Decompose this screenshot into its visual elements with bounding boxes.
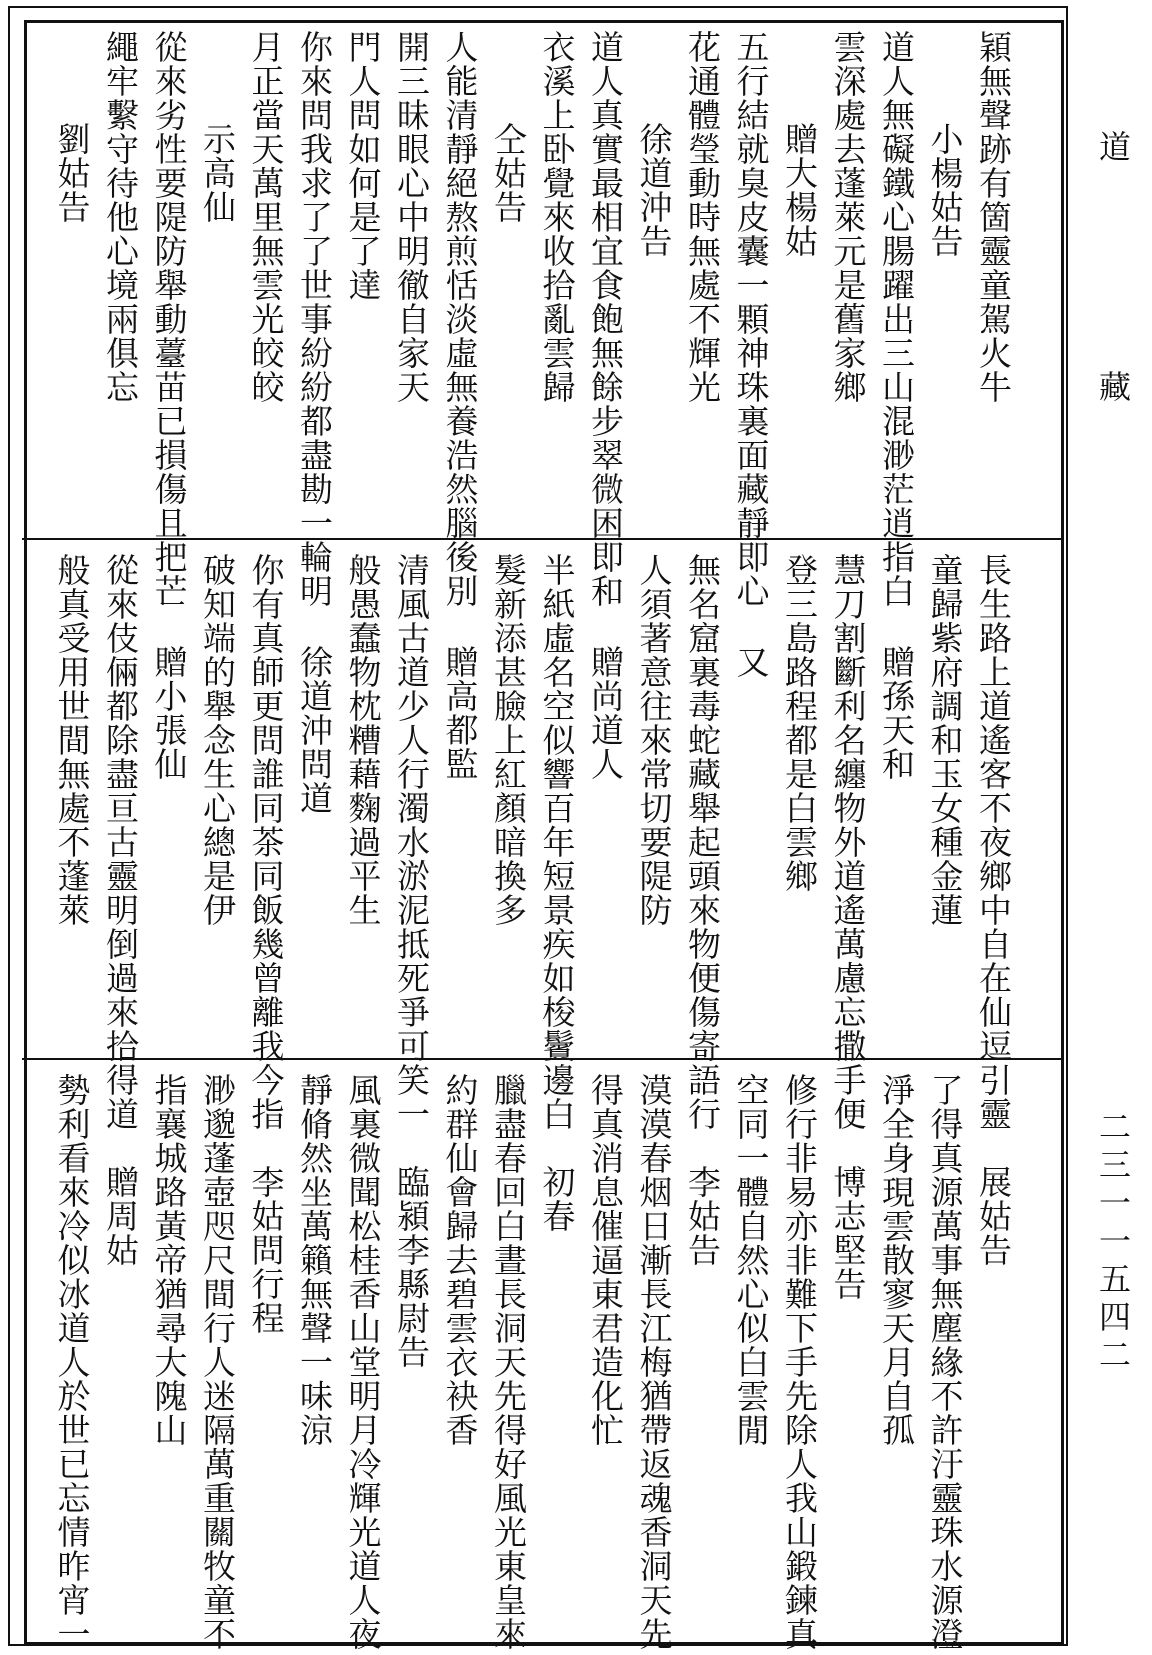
text-column: 渺邈蓬壺咫尺間行人迷隔萬重關牧童不 (198, 1073, 237, 1651)
text-column: 贈小張仙 (149, 645, 189, 781)
text-column: 贈孫天和 (877, 645, 916, 781)
text-column: 示高仙 (198, 122, 237, 224)
text-column: 贈大楊姑 (780, 122, 819, 258)
margin-title-mid: 藏 (1094, 370, 1132, 408)
text-column: 般愚蠢物枕糟藉麴過平生 (343, 553, 383, 927)
text-column: 修行非易亦非難下手先除人我山鍛鍊真 (780, 1073, 819, 1651)
text-column: 劉姑告 (52, 122, 92, 224)
text-column: 人須著意往來常切要隄防 (634, 553, 674, 927)
text-column: 髮新添甚臉上紅顏暗換多 (489, 553, 528, 927)
text-column: 清風古道少人行濁水淤泥抵死爭可笑一 (392, 553, 431, 1131)
text-column: 李姑告 (683, 1165, 722, 1267)
text-column: 贈高都監 (440, 645, 480, 781)
text-column: 勢利看來冷似冰道人於世已忘情昨宵一 (52, 1073, 92, 1651)
text-column: 李姑問行程 (246, 1165, 286, 1335)
text-column: 約群仙會歸去碧雲衣袂香 (440, 1073, 480, 1447)
text-column: 從來伎倆都除盡亘古靈明倒過來拾得道 (101, 553, 140, 1131)
text-column: 初春 (537, 1165, 577, 1233)
text-column: 徐道沖告 (634, 122, 674, 258)
text-column: 又 (731, 645, 771, 679)
register-top (14, 22, 1054, 608)
text-column: 道人無礙鐵心腸躍出三山混渺茫逍指白 (877, 30, 916, 608)
text-column: 繩牢繫守待他心境兩俱忘 (101, 30, 140, 404)
text-column: 漠漠春烟日漸長江梅猶帶返魂香洞天先 (634, 1073, 674, 1651)
text-column: 破知端的舉念生心總是伊 (198, 553, 237, 927)
register-middle (14, 545, 1054, 1131)
text-column: 長生路上道遙客不夜鄉中自在仙逗引靈 (974, 553, 1013, 1131)
text-column: 你來問我求了了世事紛紛都盡勘一輪明 (295, 30, 334, 608)
text-column: 了得真源萬事無塵緣不許汙靈珠水源澄 (925, 1073, 965, 1651)
text-column: 穎無聲跡有箇靈童駕火牛 (974, 30, 1013, 404)
text-column: 登三島路程都是白雲鄉 (780, 553, 819, 893)
text-column: 展姑告 (974, 1165, 1013, 1267)
text-column: 小楊姑告 (925, 122, 965, 258)
text-column: 門人問如何是了達 (343, 30, 383, 302)
text-column: 花通體瑩動時無處不輝光 (683, 30, 722, 404)
text-column: 風裏微聞松桂香山堂明月冷輝光道人夜 (343, 1073, 383, 1651)
text-column: 五行結就臭皮囊一顆神珠裏面藏靜即心 (731, 30, 771, 608)
text-column: 從來劣性要隄防舉動薹苗已損傷且把芒 (149, 30, 189, 608)
margin-title-top: 道 (1094, 130, 1132, 168)
text-column: 臨潁李縣尉告 (392, 1165, 431, 1369)
text-column: 衣溪上卧覺來收拾亂雲歸 (537, 30, 577, 404)
text-column: 贈周姑 (101, 1165, 140, 1267)
text-column: 指襄城路黃帝猶尋大隗山 (149, 1073, 189, 1447)
text-column: 淨全身現雲散寥天月自孤 (877, 1073, 916, 1447)
margin-page-number: 二三一一五四二 (1094, 1110, 1132, 1376)
text-column: 半紙虛名空似響百年短景疾如梭鬢邊白 (537, 553, 577, 1131)
text-column: 雲深處去蓬萊元是舊家鄉 (828, 30, 868, 404)
text-column: 無名窟裏毒蛇藏舉起頭來物便傷寄語行 (683, 553, 722, 1131)
text-column: 仝姑告 (489, 122, 528, 224)
text-column: 你有真師更問誰同茶同飯幾曾離我今指 (246, 553, 286, 1131)
text-column: 博志堅告 (828, 1165, 868, 1301)
text-column: 贈尚道人 (586, 645, 625, 781)
text-column: 人能清靜絕熬煎恬淡虛無養浩然腦後別 (440, 30, 480, 608)
text-column: 童歸紫府調和玉女種金蓮 (925, 553, 965, 927)
text-column: 般真受用世間無處不蓬萊 (52, 553, 92, 927)
text-column: 徐道沖問道 (295, 645, 334, 815)
text-column: 慧刀割斷利名纏物外道遙萬慮忘撒手便 (828, 553, 868, 1131)
text-column: 靜脩然坐萬籟無聲一味涼 (295, 1073, 334, 1447)
text-column: 得真消息催逼東君造化忙 (586, 1073, 625, 1447)
text-column: 臘盡春回白晝長洞天先得好風光東皇來 (489, 1073, 528, 1651)
text-column: 月正當天萬里無雲光皎皎 (246, 30, 286, 404)
text-column: 道人真實最相宜食飽無餘步翠微困即和 (586, 30, 625, 608)
register-bottom (14, 1065, 1054, 1651)
text-column: 開三昧眼心中明徹自家天 (392, 30, 431, 404)
text-column: 空同一體自然心似白雲閒 (731, 1073, 771, 1447)
